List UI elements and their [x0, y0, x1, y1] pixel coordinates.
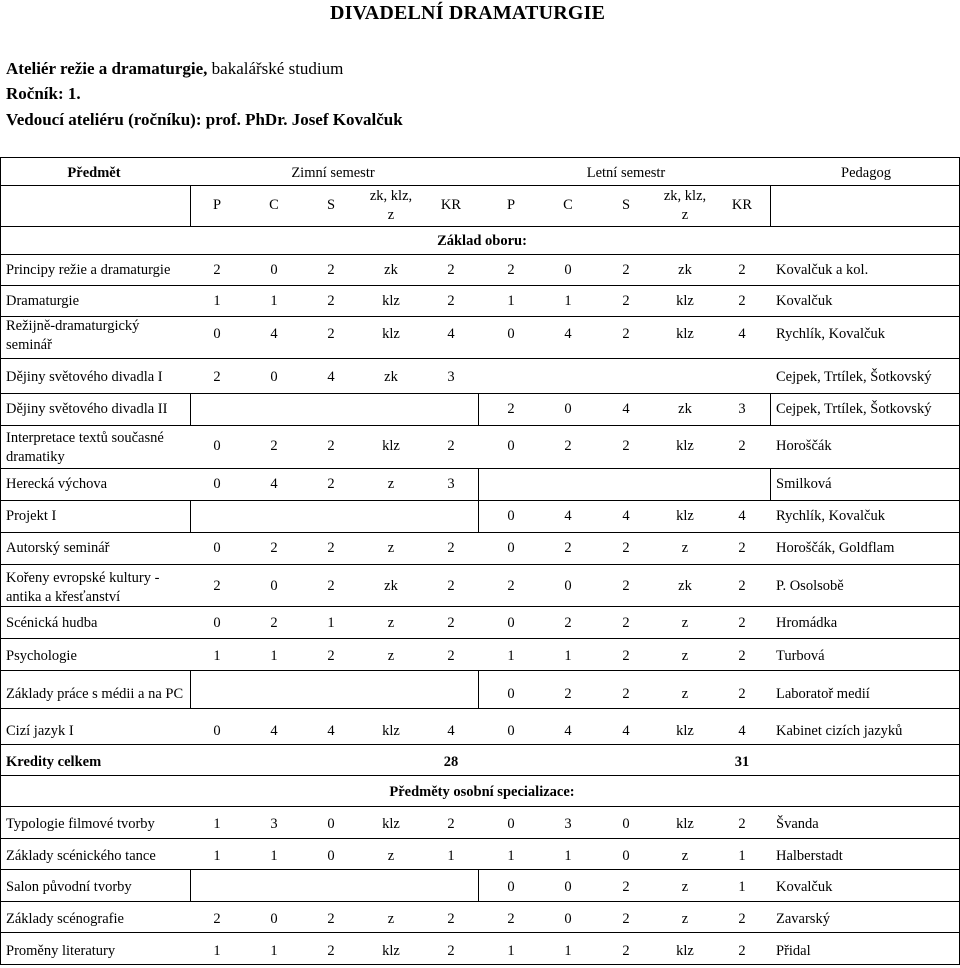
row-value: 4 [270, 326, 278, 342]
table-rule [0, 393, 960, 394]
table-rule [0, 157, 1, 965]
spec-row-pedagog: Kovalčuk [776, 879, 833, 895]
spec-row-value: 1 [270, 848, 278, 864]
spec-row-value: 1 [213, 848, 221, 864]
row-pedagog: Rychlík, Kovalčuk [776, 508, 885, 524]
row-value: 2 [738, 438, 746, 454]
row-value: 2 [738, 262, 746, 278]
row-value: 0 [507, 686, 515, 702]
row-value: 4 [564, 326, 572, 342]
spec-row-value: 2 [447, 943, 455, 959]
table-rule [0, 564, 960, 565]
row-value: 0 [564, 578, 572, 594]
row-value: 0 [213, 540, 221, 556]
spec-row-value: 1 [213, 816, 221, 832]
spec-row-subject: Typologie filmové tvorby [6, 816, 155, 832]
row-value: klz [676, 293, 694, 309]
row-value: 1 [270, 648, 278, 664]
row-value: 1 [564, 293, 572, 309]
row-pedagog: P. Osolsobě [776, 578, 844, 594]
row-value: z [387, 615, 395, 631]
table-rule [478, 468, 479, 500]
row-value: z [387, 540, 395, 556]
spec-row-pedagog: Přidal [776, 943, 811, 959]
row-value: z [681, 615, 689, 631]
table-rule [770, 185, 771, 226]
rocnik-label: Ročník: 1. [6, 84, 81, 103]
row-value: 0 [213, 723, 221, 739]
table-rule [0, 670, 960, 671]
spec-row-value: 2 [738, 911, 746, 927]
header-p: P [506, 197, 516, 213]
table-rule [478, 869, 479, 901]
row-value: 2 [447, 262, 455, 278]
row-value: zk [678, 401, 692, 417]
vedouci-line [6, 110, 403, 130]
table-rule [0, 964, 960, 965]
row-value: 0 [507, 326, 515, 342]
header-kr: KR [440, 197, 462, 213]
row-value: 1 [507, 293, 515, 309]
header-predmet: Předmět [67, 165, 121, 181]
spec-row-value: klz [382, 943, 400, 959]
row-value: 2 [447, 293, 455, 309]
table-rule [0, 468, 960, 469]
row-value: 2 [213, 369, 221, 385]
spec-row-pedagog: Švanda [776, 816, 819, 832]
row-value: 2 [738, 615, 746, 631]
row-value: 4 [622, 723, 630, 739]
row-value: 2 [447, 438, 455, 454]
row-value: 4 [447, 723, 455, 739]
header-zimni: Zimní semestr [291, 165, 375, 181]
kredity-letni: 31 [734, 754, 750, 770]
vedouci-label: Vedoucí ateliéru (ročníku): prof. PhDr. Josef Kovalčuk [6, 110, 403, 129]
row-value: 2 [564, 540, 572, 556]
table-rule [190, 500, 191, 532]
table-rule [0, 744, 960, 745]
row-value: 2 [327, 293, 335, 309]
spec-row-value: 0 [327, 816, 335, 832]
spec-row-value: 1 [447, 848, 455, 864]
row-subject: Projekt I [6, 508, 57, 524]
kredity-label: Kredity celkem [6, 754, 102, 770]
section-specializace: Předměty osobní specializace: [389, 784, 575, 800]
spec-row-pedagog: Zavarský [776, 911, 830, 927]
row-value: 2 [270, 540, 278, 556]
spec-row-subject: Základy scénografie [6, 911, 124, 927]
row-value: 0 [507, 540, 515, 556]
row-value: 0 [507, 438, 515, 454]
row-value: 0 [213, 615, 221, 631]
spec-row-value: 2 [213, 911, 221, 927]
spec-row-value: klz [676, 943, 694, 959]
row-pedagog: Kovalčuk [776, 293, 833, 309]
header-zk-z: z [387, 207, 395, 223]
row-value: 2 [447, 615, 455, 631]
row-value: 1 [327, 615, 335, 631]
spec-row-value: 0 [507, 879, 515, 895]
table-rule [0, 606, 960, 607]
row-value: 2 [213, 578, 221, 594]
row-pedagog: Rychlík, Kovalčuk [776, 326, 885, 342]
table-rule [770, 393, 771, 425]
table-rule [0, 932, 960, 933]
row-subject: Scénická hudba [6, 615, 98, 631]
row-value: 4 [564, 508, 572, 524]
header-s: S [326, 197, 336, 213]
row-value: z [387, 648, 395, 664]
row-value: 2 [327, 262, 335, 278]
spec-row-value: 0 [270, 911, 278, 927]
table-rule [0, 532, 960, 533]
atelier-line [6, 59, 343, 79]
table-rule [0, 708, 960, 709]
row-subject: Interpretace textů současné dramatiky [6, 430, 164, 465]
table-rule [0, 285, 960, 286]
spec-row-value: 2 [622, 943, 630, 959]
row-value: 1 [213, 293, 221, 309]
spec-row-value: 1 [507, 943, 515, 959]
spec-row-value: z [681, 911, 689, 927]
row-value: 1 [270, 293, 278, 309]
row-value: 4 [564, 723, 572, 739]
table-rule [0, 901, 960, 902]
row-subject: Psychologie [6, 648, 77, 664]
spec-row-value: 0 [327, 848, 335, 864]
header-p: P [212, 197, 222, 213]
row-value: z [681, 540, 689, 556]
page-title: DIVADELNÍ DRAMATURGIE [330, 2, 606, 24]
table-rule [190, 869, 191, 901]
row-pedagog: Laboratoř medií [776, 686, 870, 702]
row-value: klz [676, 508, 694, 524]
row-value: 2 [507, 262, 515, 278]
spec-row-value: 1 [564, 848, 572, 864]
row-value: 4 [327, 369, 335, 385]
row-subject: Kořeny evropské kultury - antika a křesťanství [6, 570, 160, 605]
spec-row-value: 3 [564, 816, 572, 832]
row-value: klz [676, 326, 694, 342]
spec-row-value: 1 [213, 943, 221, 959]
header-zk-z: z [681, 207, 689, 223]
spec-row-value: 2 [447, 816, 455, 832]
row-value: klz [676, 723, 694, 739]
spec-row-value: 2 [327, 911, 335, 927]
row-pedagog: Horoščák [776, 438, 832, 454]
row-value: 4 [270, 476, 278, 492]
table-rule [0, 185, 960, 186]
row-value: 2 [213, 262, 221, 278]
header-kr: KR [731, 197, 753, 213]
row-value: klz [676, 438, 694, 454]
row-value: 2 [507, 578, 515, 594]
row-value: 2 [738, 686, 746, 702]
row-value: 0 [270, 369, 278, 385]
row-value: 2 [622, 615, 630, 631]
row-value: klz [382, 293, 400, 309]
row-value: klz [382, 326, 400, 342]
row-value: z [387, 476, 395, 492]
row-subject: Autorský seminář [6, 540, 110, 556]
row-subject: Cizí jazyk I [6, 723, 74, 739]
row-value: 0 [213, 326, 221, 342]
spec-row-value: klz [382, 816, 400, 832]
table-rule [0, 254, 960, 255]
row-value: 3 [447, 369, 455, 385]
row-value: 2 [622, 326, 630, 342]
table-rule [0, 500, 960, 501]
row-value: 0 [213, 438, 221, 454]
row-subject: Dějiny světového divadla I [6, 369, 163, 385]
row-value: 2 [622, 578, 630, 594]
row-value: 2 [327, 648, 335, 664]
header-zk: zk, klz, [663, 188, 707, 204]
row-value: 3 [447, 476, 455, 492]
row-value: 2 [622, 540, 630, 556]
row-value: 2 [327, 540, 335, 556]
row-pedagog: Smilková [776, 476, 832, 492]
spec-row-value: 1 [270, 943, 278, 959]
row-value: 2 [564, 438, 572, 454]
header-pedagog: Pedagog [841, 165, 891, 181]
row-value: klz [382, 723, 400, 739]
row-pedagog: Cejpek, Trtílek, Šotkovský [776, 369, 932, 385]
row-value: 0 [270, 262, 278, 278]
row-pedagog: Horoščák, Goldflam [776, 540, 895, 556]
row-value: 2 [447, 648, 455, 664]
spec-row-value: 2 [327, 943, 335, 959]
row-value: 1 [564, 648, 572, 664]
row-value: 2 [447, 578, 455, 594]
row-value: 4 [622, 401, 630, 417]
row-value: 3 [738, 401, 746, 417]
table-rule [0, 425, 960, 426]
curriculum-table [0, 157, 960, 968]
spec-row-value: 1 [738, 879, 746, 895]
row-value: 2 [738, 540, 746, 556]
header-s: S [621, 197, 631, 213]
spec-row-value: 2 [738, 816, 746, 832]
row-value: 2 [327, 438, 335, 454]
row-value: 2 [564, 615, 572, 631]
header-letni: Letní semestr [586, 165, 666, 181]
spec-row-value: 1 [738, 848, 746, 864]
row-value: 0 [507, 615, 515, 631]
row-subject: Základy práce s médii a na PC [6, 686, 184, 702]
table-rule [0, 358, 960, 359]
row-value: 2 [738, 578, 746, 594]
row-value: 0 [270, 578, 278, 594]
table-rule [190, 670, 191, 708]
row-value: 2 [270, 438, 278, 454]
row-value: z [681, 648, 689, 664]
row-pedagog: Kovalčuk a kol. [776, 262, 869, 278]
table-rule [0, 157, 960, 158]
row-value: 2 [622, 262, 630, 278]
row-subject: Dějiny světového divadla II [6, 401, 168, 417]
row-value: 1 [213, 648, 221, 664]
row-value: 2 [507, 401, 515, 417]
table-rule [0, 226, 960, 227]
row-pedagog: Hromádka [776, 615, 838, 631]
table-rule [0, 869, 960, 870]
spec-row-value: 1 [564, 943, 572, 959]
row-value: 2 [622, 438, 630, 454]
row-value: 0 [507, 508, 515, 524]
row-value: 2 [447, 540, 455, 556]
row-value: 4 [270, 723, 278, 739]
row-pedagog: Kabinet cizích jazyků [776, 723, 903, 739]
atelier-label: Ateliér režie a dramaturgie, [6, 59, 208, 78]
spec-row-value: z [387, 848, 395, 864]
spec-row-value: 0 [564, 879, 572, 895]
row-value: 0 [507, 723, 515, 739]
row-subject: Režijně-dramaturgický seminář [6, 318, 140, 353]
row-value: 2 [564, 686, 572, 702]
spec-row-pedagog: Halberstadt [776, 848, 843, 864]
spec-row-value: 0 [622, 816, 630, 832]
row-value: 2 [327, 476, 335, 492]
row-value: 2 [738, 648, 746, 664]
row-value: zk [678, 262, 692, 278]
row-value: 0 [213, 476, 221, 492]
row-subject: Dramaturgie [6, 293, 80, 309]
row-pedagog: Cejpek, Trtílek, Šotkovský [776, 401, 932, 417]
row-value: klz [382, 438, 400, 454]
table-rule [0, 838, 960, 839]
atelier-study: bakalářské studium [207, 59, 344, 78]
spec-row-value: 1 [507, 848, 515, 864]
spec-row-subject: Základy scénického tance [6, 848, 156, 864]
row-value: 0 [564, 262, 572, 278]
spec-row-subject: Salon původní tvorby [6, 879, 132, 895]
row-value: 4 [327, 723, 335, 739]
spec-row-value: 0 [622, 848, 630, 864]
table-rule [0, 316, 960, 317]
row-value: 2 [270, 615, 278, 631]
spec-row-value: 2 [622, 911, 630, 927]
spec-row-value: 2 [507, 911, 515, 927]
header-zk: zk, klz, [369, 188, 413, 204]
row-value: 1 [507, 648, 515, 664]
row-value: 4 [738, 723, 746, 739]
row-value: 4 [622, 508, 630, 524]
row-value: 4 [447, 326, 455, 342]
row-subject: Principy režie a dramaturgie [6, 262, 171, 278]
row-value: zk [384, 369, 398, 385]
spec-row-value: 0 [564, 911, 572, 927]
section-zaklad-oboru: Základ oboru: [437, 233, 527, 249]
row-value: z [681, 686, 689, 702]
row-value: 2 [622, 293, 630, 309]
header-c: C [563, 197, 573, 213]
row-value: 4 [738, 508, 746, 524]
table-rule [770, 468, 771, 500]
spec-row-subject: Proměny literatury [6, 943, 116, 959]
header-c: C [269, 197, 279, 213]
table-rule [190, 393, 191, 425]
row-value: zk [384, 262, 398, 278]
spec-row-value: 2 [447, 911, 455, 927]
spec-row-value: z [681, 848, 689, 864]
row-value: zk [678, 578, 692, 594]
table-rule [190, 185, 191, 226]
table-rule [478, 670, 479, 708]
spec-row-value: z [681, 879, 689, 895]
row-subject: Herecká výchova [6, 476, 108, 492]
row-value: zk [384, 578, 398, 594]
spec-row-value: klz [676, 816, 694, 832]
row-value: 4 [738, 326, 746, 342]
rocnik-line [6, 84, 81, 104]
spec-row-value: 3 [270, 816, 278, 832]
row-value: 2 [622, 648, 630, 664]
row-value: 0 [564, 401, 572, 417]
row-value: 2 [327, 578, 335, 594]
table-rule [478, 500, 479, 532]
spec-row-value: 0 [507, 816, 515, 832]
table-rule [478, 393, 479, 425]
table-rule [0, 806, 960, 807]
row-value: 2 [327, 326, 335, 342]
spec-row-value: z [387, 911, 395, 927]
row-pedagog: Turbová [776, 648, 825, 664]
spec-row-value: 2 [738, 943, 746, 959]
spec-row-value: 2 [622, 879, 630, 895]
row-value: 2 [738, 293, 746, 309]
row-value: 2 [622, 686, 630, 702]
kredity-zimni: 28 [443, 754, 459, 770]
table-rule [0, 775, 960, 776]
table-rule [0, 638, 960, 639]
